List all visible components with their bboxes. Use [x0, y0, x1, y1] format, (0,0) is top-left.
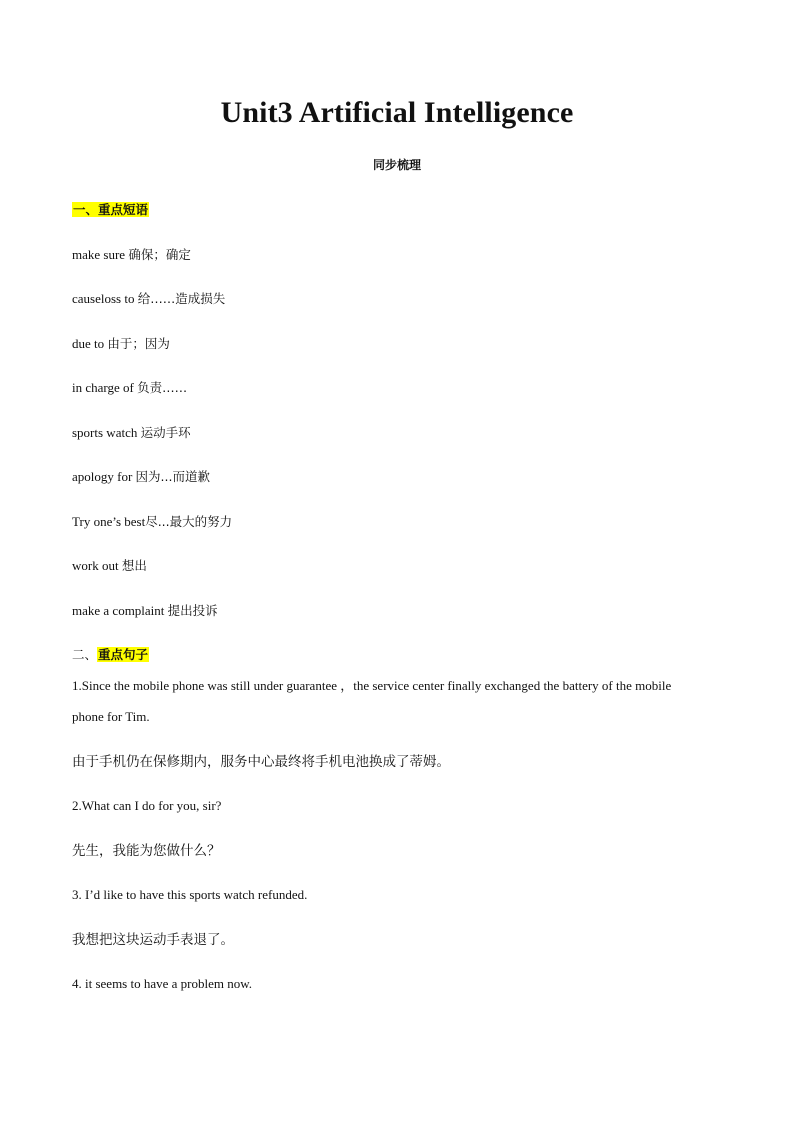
phrase-chinese: 尽...最大的努力: [145, 514, 233, 529]
phrase-item: [72, 335, 170, 353]
phrase-chinese: 由于；因为: [107, 336, 170, 351]
sentence-english: 4. it seems to have a problem now.: [72, 976, 253, 991]
phrase-item: [72, 468, 210, 486]
phrase-english: sports watch: [72, 425, 138, 440]
phrase-item: [72, 513, 232, 531]
document-title: Unit3 Artificial Intelligence: [220, 96, 574, 129]
section-heading-phrases: [72, 201, 149, 219]
phrase-item: [72, 424, 191, 442]
highlighted-heading-text: 重点句子: [98, 647, 149, 662]
phrase-chinese: 负责……: [137, 380, 188, 395]
heading-prefix: 二、: [72, 647, 98, 662]
phrase-english: work out: [72, 558, 119, 573]
phrase-chinese: 因为...而道歉: [135, 469, 210, 484]
phrase-english: apology for: [72, 469, 133, 484]
phrase-english: make sure: [72, 247, 126, 262]
phrase-item: [72, 557, 147, 575]
phrase-english: Try one’s best: [72, 514, 146, 529]
sentence-chinese: 我想把这块运动手表退了。: [72, 932, 234, 948]
document-subtitle: 同步梳理: [372, 158, 421, 172]
phrase-chinese: 确保；确定: [128, 247, 191, 262]
highlighted-heading-text: 一、重点短语: [73, 202, 149, 217]
phrase-item: [72, 379, 187, 397]
phrase-english: in charge of: [72, 380, 134, 395]
sentence-english: 1.Since the mobile phone was still under guarantee ，the service center finally exchanged the battery of the mobile: [72, 678, 672, 693]
phrase-item: [72, 290, 225, 308]
phrase-chinese: 想出: [121, 558, 147, 573]
phrase-chinese: 给……造成损失: [137, 291, 226, 306]
sentence-english: 3. I’d like to have this sports watch refunded.: [72, 887, 308, 902]
sentence-chinese: 由于手机仍在保修期内，服务中心最终将手机电池换成了蒂姆。: [72, 754, 450, 770]
phrase-chinese: 运动手环: [140, 425, 191, 440]
phrase-english: make a complaint: [72, 603, 165, 618]
phrase-chinese: 提出投诉: [167, 603, 218, 618]
phrase-item: [72, 246, 191, 264]
phrase-english: due to: [72, 336, 105, 351]
section-heading-sentences: [72, 646, 149, 664]
phrase-english: causeloss to: [72, 291, 135, 306]
sentence-english-continued: phone for Tim.: [72, 709, 150, 724]
phrase-item: [72, 602, 218, 620]
sentence-chinese: 先生，我能为您做什么？: [72, 843, 221, 859]
sentence-english: 2.What can I do for you, sir?: [72, 798, 222, 813]
